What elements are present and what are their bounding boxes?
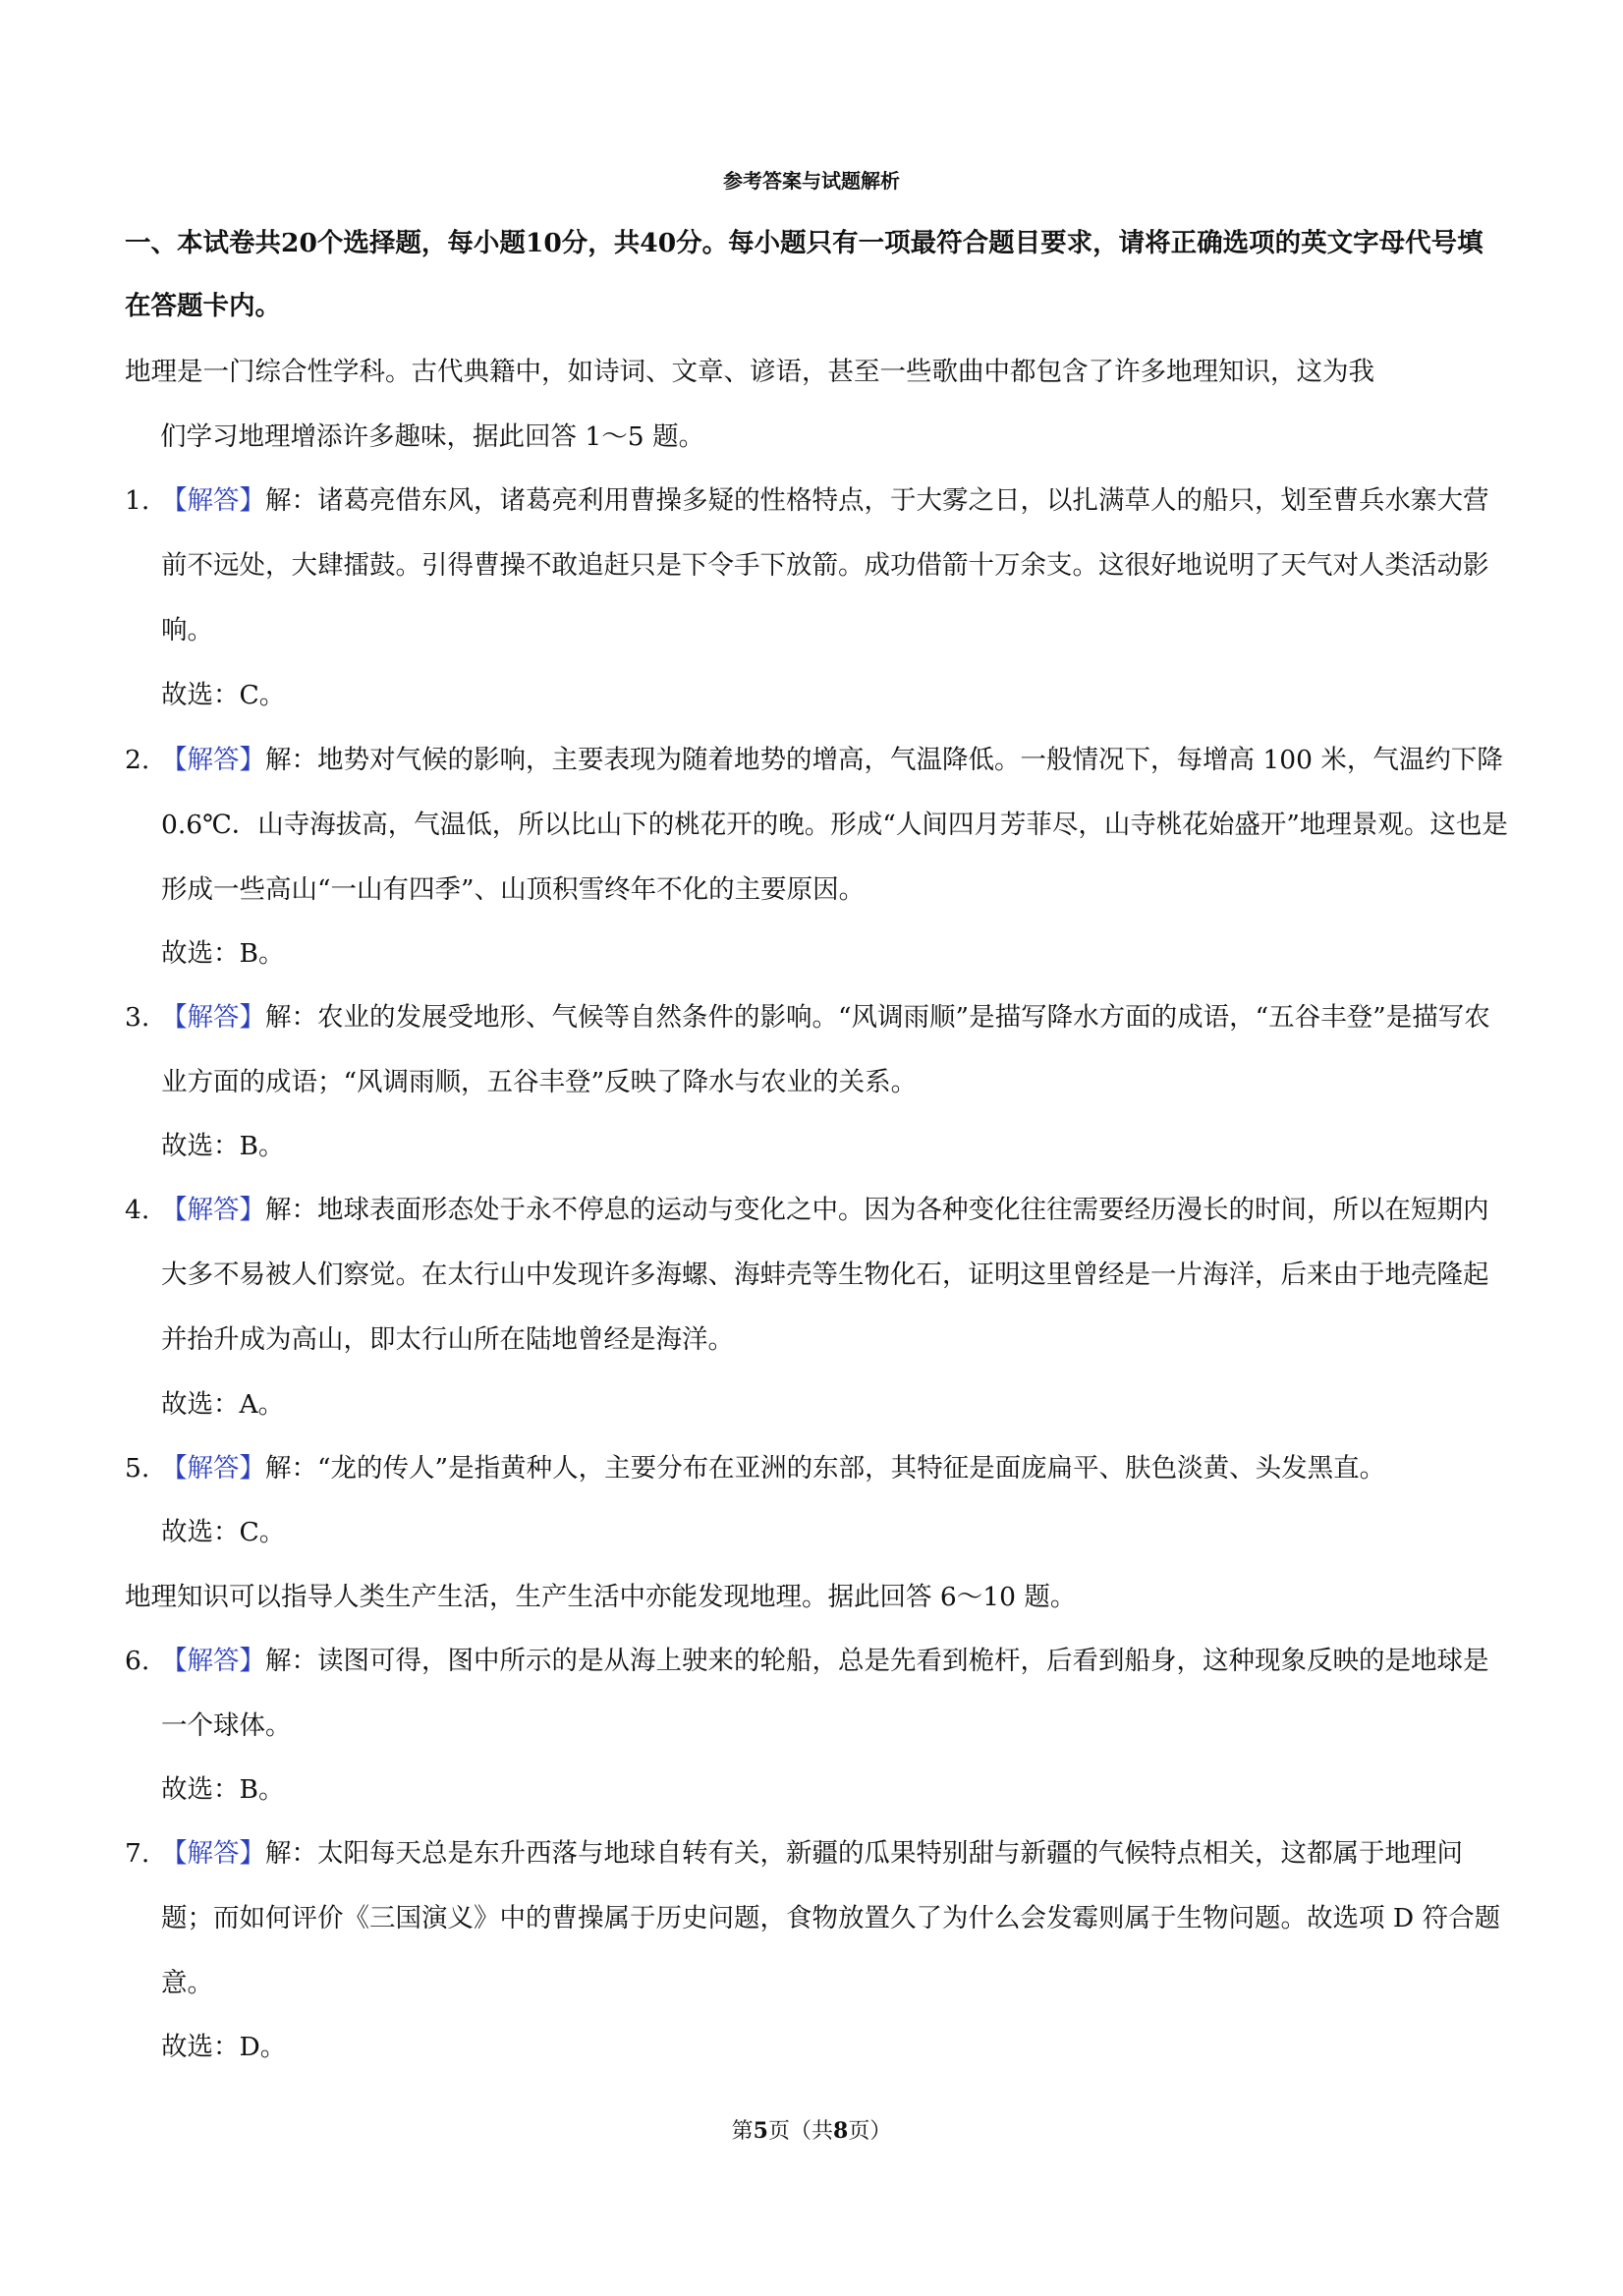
- item-number: 7.: [125, 1838, 150, 1869]
- answer-item-1: [125, 469, 1510, 663]
- item-explanation: 解：读图可得，图中所示的是从海上驶来的轮船，总是先看到桅杆，后看到船身，这种现象反映的是地球是一个球体。: [161, 1646, 1489, 1741]
- item-4-choice: 故选：A。: [161, 1389, 285, 1420]
- item-number: 5.: [125, 1453, 150, 1484]
- intro-paragraph-1: [125, 340, 1510, 470]
- answer-tag: 【解答】: [161, 1002, 265, 1033]
- answer-tag: 【解答】: [161, 745, 265, 775]
- item-explanation: 解：地势对气候的影响，主要表现为随着地势的增高，气温降低。一般情况下，每增高 100 米，气温约下降 0.6℃．山寺海拔高，气温低，所以比山下的桃花开的晚。形成“人间四月芳菲尽，山寺桃花始盛开”地理景观。这也是形成一些高山“一山有四季”、山顶积雪终年不化的主要原因。: [161, 745, 1508, 905]
- answer-item-5: [125, 1436, 1510, 1501]
- item-explanation: 解：“龙的传人”是指黄种人，主要分布在亚洲的东部，其特征是面庞扁平、肤色淡黄、头发黑直。: [265, 1453, 1386, 1484]
- item-number: 2.: [125, 745, 150, 775]
- footer-mid: 页（共: [767, 2119, 833, 2144]
- item-7-choice: 故选：D。: [161, 2032, 287, 2062]
- item-explanation: 解：太阳每天总是东升西落与地球自转有关，新疆的瓜果特别甜与新疆的气候特点相关，这都属于地理问题；而如何评价《三国演义》中的曹操属于历史问题，食物放置久了为什么会发霉则属于生物问题。故选项 D 符合题意。: [161, 1838, 1501, 1998]
- footer-prefix: 第: [731, 2119, 754, 2144]
- item-explanation: 解：地球表面形态处于永不停息的运动与变化之中。因为各种变化往往需要经历漫长的时间，所以在短期内大多不易被人们察觉。在太行山中发现许多海螺、海蚌壳等生物化石，证明这里曾经是一片海洋，后来由于地壳隆起并抬升成为高山，即太行山所在陆地曾经是海洋。: [161, 1195, 1489, 1355]
- intro-paragraph-2: 地理知识可以指导人类生产生活，生产生活中亦能发现地理。据此回答 6～10 题。: [125, 1582, 1077, 1612]
- answer-tag: 【解答】: [161, 1195, 265, 1225]
- item-2-choice: 故选：B。: [161, 938, 285, 969]
- answer-item-3: [125, 985, 1510, 1115]
- page-footer: [0, 2114, 1623, 2145]
- answer-item-7: [125, 1821, 1510, 2016]
- item-1-choice: 故选：C。: [161, 680, 286, 710]
- item-explanation: 解：农业的发展受地形、气候等自然条件的影响。“风调雨顺”是描写降水方面的成语，“五谷丰登”是描写农业方面的成语；“风调雨顺，五谷丰登”反映了降水与农业的关系。: [161, 1002, 1490, 1097]
- current-page-number: 5: [753, 2118, 768, 2144]
- item-explanation: 解：诸葛亮借东风，诸葛亮利用曹操多疑的性格特点，于大雾之日，以扎满草人的船只，划至曹兵水寨大营前不远处，大肆擂鼓。引得曹操不敢追赶只是下令手下放箭。成功借箭十万余支。这很好地说明了天气对人类活动影响。: [161, 485, 1489, 645]
- item-number: 4.: [125, 1195, 150, 1225]
- intro-1-line-1: 地理是一门综合性学科。古代典籍中，如诗词、文章、谚语，甚至一些歌曲中都包含了许多地理知识，这为我: [125, 357, 1374, 387]
- total-page-number: 8: [833, 2118, 849, 2144]
- item-3-choice: 故选：B。: [161, 1131, 285, 1161]
- item-number: 6.: [125, 1646, 150, 1676]
- answer-item-6: [125, 1629, 1510, 1759]
- answer-tag: 【解答】: [161, 1453, 265, 1484]
- item-number: 3.: [125, 1002, 150, 1033]
- item-6-choice: 故选：B。: [161, 1774, 285, 1805]
- answer-item-4: [125, 1178, 1510, 1372]
- answer-tag: 【解答】: [161, 1838, 265, 1869]
- page-title: 参考答案与试题解析: [723, 169, 900, 193]
- item-5-choice: 故选：C。: [161, 1517, 286, 1547]
- answer-item-2: [125, 728, 1510, 923]
- answer-tag: 【解答】: [161, 485, 265, 516]
- answer-tag: 【解答】: [161, 1646, 265, 1676]
- item-number: 1.: [125, 485, 150, 516]
- footer-suffix: 页）: [848, 2119, 892, 2144]
- intro-1-line-2: 们学习地理增添许多趣味，据此回答 1～5 题。: [160, 421, 705, 452]
- section-heading: 一、本试卷共20个选择题，每小题10分，共40分。每小题只有一项最符合题目要求，请将正确选项的英文字母代号填在答题卡内。: [125, 228, 1483, 321]
